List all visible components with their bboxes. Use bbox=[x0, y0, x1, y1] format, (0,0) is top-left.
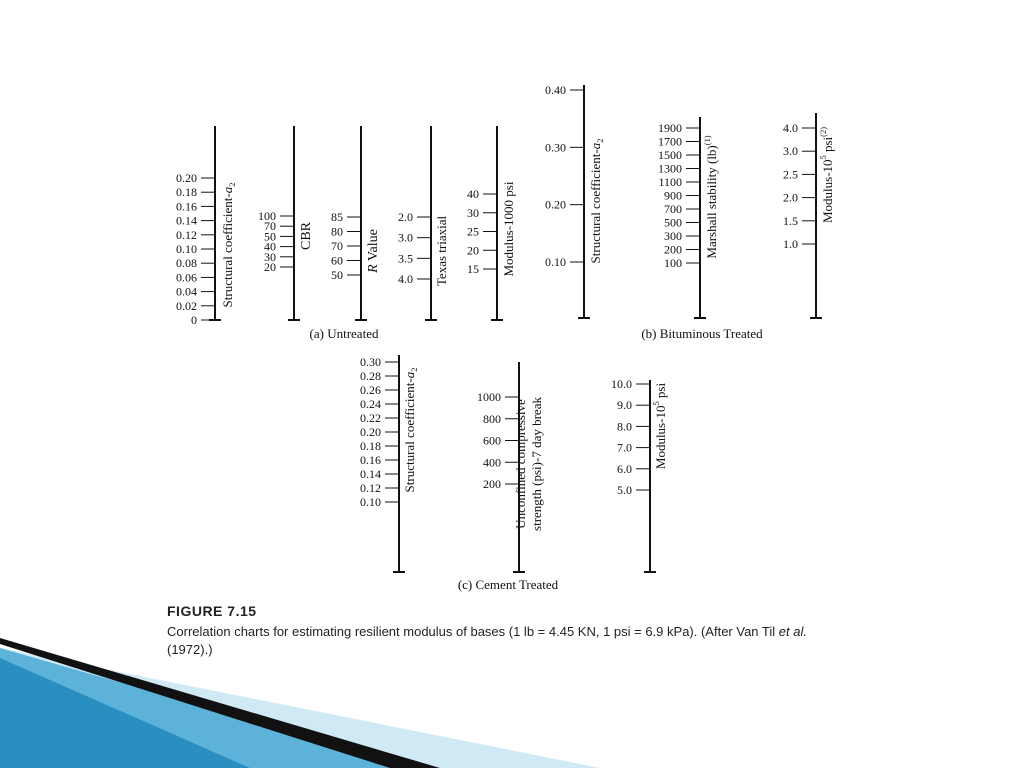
scale-label-part: Structural coefficient- bbox=[588, 149, 603, 264]
caption-end: (1972).) bbox=[167, 642, 213, 657]
scale-tick-label: 1300 bbox=[658, 161, 682, 176]
scale-tick-label: 60 bbox=[331, 253, 343, 268]
scale-label bbox=[513, 397, 544, 531]
scale-tick-label: 300 bbox=[664, 229, 682, 243]
scale-tick-label: 30 bbox=[264, 249, 276, 264]
scale-tick-label: 0.26 bbox=[360, 383, 381, 397]
scale-tick-label: 40 bbox=[467, 187, 479, 201]
scale-label-line: Unconfined compressive bbox=[513, 399, 528, 529]
scale-tick-label: 0.10 bbox=[176, 242, 197, 256]
scale-tick-label: 15 bbox=[467, 262, 479, 276]
panel-title: (a) Untreated bbox=[309, 326, 379, 341]
scale-tick-label: 30 bbox=[467, 205, 479, 220]
scale-tick-label: 400 bbox=[483, 455, 501, 470]
scale-tick-label: 3.0 bbox=[783, 144, 798, 159]
scale-tick-label: 3.0 bbox=[398, 230, 413, 245]
scale-tick-label: 1.0 bbox=[783, 237, 798, 251]
scale-tick-label: 50 bbox=[331, 268, 343, 282]
scale-tick-label: 0.20 bbox=[176, 171, 197, 185]
scale-tick-label: 9.0 bbox=[617, 398, 632, 413]
scale-tick-label: 0.18 bbox=[176, 185, 197, 200]
scale-label-part: (1) bbox=[702, 135, 712, 146]
scale-tick-label: 5.0 bbox=[617, 483, 632, 497]
scale-label-part: Structural coefficient- bbox=[402, 378, 417, 493]
scale-label-part: a bbox=[220, 186, 235, 194]
scale-tick-label: 0.22 bbox=[360, 411, 381, 425]
scale-label-part: 2 bbox=[227, 182, 237, 187]
scale-label-part: 5 bbox=[818, 155, 828, 160]
scale-tick-label: 200 bbox=[483, 477, 501, 491]
scale-tick-label: 6.0 bbox=[617, 461, 632, 476]
scale-tick-label: 20 bbox=[467, 243, 479, 258]
scale-tick-label: 4.0 bbox=[783, 121, 798, 135]
scale-label-part: 2 bbox=[409, 367, 419, 372]
scale-tick-label: 1100 bbox=[658, 175, 682, 189]
scale-label bbox=[366, 229, 381, 274]
scale-tick-label: 1700 bbox=[658, 134, 682, 149]
scale-tick-label: 900 bbox=[664, 188, 682, 203]
scale-tick-label: 25 bbox=[467, 224, 479, 239]
scale-label-line: strength (psi)-7 day break bbox=[529, 397, 544, 531]
scale-tick-label: 20 bbox=[264, 260, 276, 274]
scale-label bbox=[299, 221, 314, 250]
scale-label-part: (2) bbox=[818, 126, 828, 137]
scale-tick-label: 0.02 bbox=[176, 298, 197, 313]
scale-tick-label: 100 bbox=[664, 256, 682, 270]
scale-tick-label: 4.0 bbox=[398, 272, 413, 286]
scale-label bbox=[434, 216, 449, 287]
scale-label-part: Value bbox=[366, 229, 381, 265]
scale-tick-label: 100 bbox=[258, 209, 276, 223]
scale-tick-label: 1000 bbox=[477, 390, 501, 404]
scale-label-part: a bbox=[402, 371, 417, 379]
caption-italic: et al. bbox=[778, 624, 807, 639]
scale-label-part: R bbox=[366, 264, 381, 273]
scale-tick-label: 500 bbox=[664, 215, 682, 230]
scale-tick-label: 0.20 bbox=[360, 425, 381, 439]
scale-tick-label: 0.30 bbox=[360, 355, 381, 369]
scale-label bbox=[501, 181, 516, 276]
scale-tick-label: 700 bbox=[664, 202, 682, 216]
scale-tick-label: 0.04 bbox=[176, 284, 197, 299]
scale-tick-label: 0.12 bbox=[360, 481, 381, 495]
scale-tick-label: 200 bbox=[664, 242, 682, 257]
scale-label bbox=[402, 368, 419, 493]
scale-label-part: Modulus-1000 psi bbox=[501, 181, 516, 277]
scale-label-part: Modulus-10 bbox=[653, 405, 668, 470]
scale-label bbox=[818, 127, 835, 223]
scale-label-part: Texas triaxial bbox=[434, 215, 449, 287]
figure-label: FIGURE 7.15 bbox=[167, 603, 257, 619]
scale-label-part: CBR bbox=[299, 221, 314, 251]
scale-tick-label: 0.14 bbox=[360, 467, 381, 481]
scale-tick-label: 2.0 bbox=[783, 190, 798, 205]
scale-tick-label: 0 bbox=[191, 313, 197, 327]
scale-tick-label: 1.5 bbox=[783, 213, 798, 228]
scale-label-part: Structural coefficient- bbox=[220, 193, 235, 308]
scale-tick-label: 2.5 bbox=[783, 167, 798, 182]
scale-label-part: Marshall stability (lb) bbox=[704, 145, 719, 259]
scale-tick-label: 0.30 bbox=[545, 140, 566, 155]
scale-label bbox=[651, 383, 668, 470]
scale-label-part: psi bbox=[820, 136, 835, 156]
scale-label bbox=[220, 183, 237, 308]
scale-tick-label: 0.20 bbox=[545, 197, 566, 212]
scale-tick-label: 0.08 bbox=[176, 256, 197, 271]
scale-tick-label: 600 bbox=[483, 433, 501, 448]
scale-label bbox=[702, 135, 719, 258]
scale-tick-label: 0.06 bbox=[176, 270, 197, 285]
scale-tick-label: 0.10 bbox=[360, 495, 381, 509]
scale-tick-label: 10.0 bbox=[611, 377, 632, 391]
caption-main: Correlation charts for estimating resilient modulus of bases (1 lb = 4.45 KN, 1 psi = 6.9 kPa). (After Van Til bbox=[167, 624, 779, 639]
scale-label-part: psi bbox=[653, 382, 668, 402]
scale-tick-label: 0.14 bbox=[176, 213, 197, 228]
scale-tick-label: 1900 bbox=[658, 121, 682, 135]
scale-label-part: 5 bbox=[651, 401, 661, 406]
scale-tick-label: 7.0 bbox=[617, 440, 632, 455]
scale-label-part: 2 bbox=[595, 138, 605, 143]
scale-tick-label: 85 bbox=[331, 210, 343, 224]
scale-label-part: Modulus-10 bbox=[820, 159, 835, 224]
scale-tick-label: 0.24 bbox=[360, 397, 381, 411]
scale-tick-label: 70 bbox=[264, 219, 276, 234]
scale-tick-label: 8.0 bbox=[617, 419, 632, 434]
scale-tick-label: 0.40 bbox=[545, 83, 566, 97]
scale-tick-label: 0.16 bbox=[176, 199, 197, 214]
scale-tick-label: 2.0 bbox=[398, 210, 413, 224]
scale-tick-label: 0.16 bbox=[360, 453, 381, 467]
scale-tick-label: 0.12 bbox=[176, 227, 197, 242]
panel-title: (c) Cement Treated bbox=[457, 577, 559, 592]
scale-tick-label: 70 bbox=[331, 239, 343, 253]
scale-tick-label: 0.10 bbox=[545, 255, 566, 269]
decorative-ribbon bbox=[0, 638, 1024, 768]
scale-tick-label: 0.18 bbox=[360, 439, 381, 453]
scale-label-part: a bbox=[588, 142, 603, 150]
scale-tick-label: 3.5 bbox=[398, 251, 413, 266]
scale-tick-label: 40 bbox=[264, 239, 276, 254]
scale-tick-label: 1500 bbox=[658, 148, 682, 162]
panel-title: (b) Bituminous Treated bbox=[641, 326, 763, 341]
scale-label bbox=[588, 139, 605, 264]
scale-tick-label: 0.28 bbox=[360, 369, 381, 383]
scale-tick-label: 80 bbox=[331, 224, 343, 239]
scale-tick-label: 50 bbox=[264, 229, 276, 244]
scale-tick-label: 800 bbox=[483, 411, 501, 426]
